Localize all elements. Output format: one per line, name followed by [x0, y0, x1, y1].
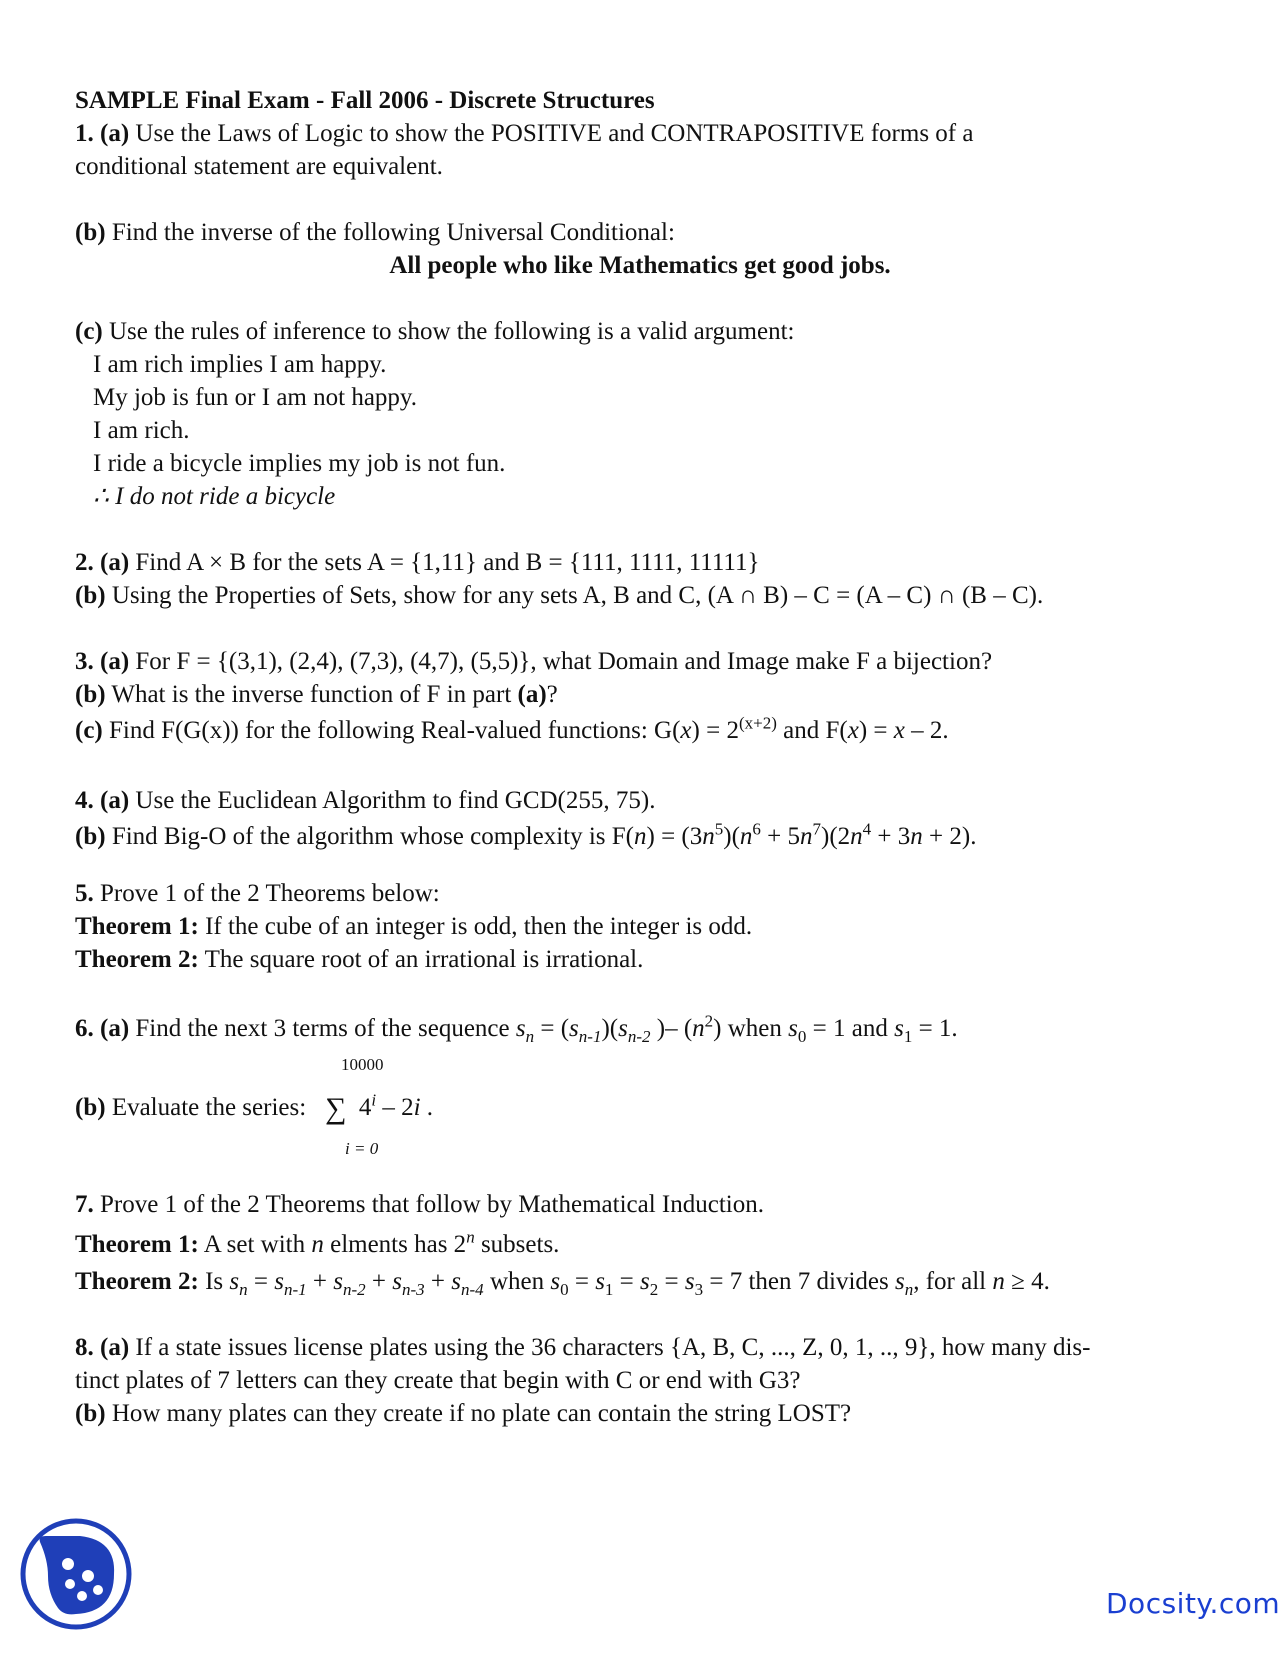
- conclusion: ∴ I do not ride a bicycle: [93, 483, 336, 510]
- premise-1: I am rich implies I am happy.: [93, 351, 387, 378]
- q1-c: (c) Use the rules of inference to show the following is a valid argument:: [75, 318, 795, 345]
- q3-c: (c) Find F(G(x)) for the following Real-valued functions: $G(x) = 2^{(x+2)}$ and F(x) = x – 2.: [75, 713, 949, 744]
- q4-a: 4. (a) Use the Euclidean Algorithm to find GCD(255, 75).: [75, 787, 656, 814]
- spacer: [75, 976, 1205, 1009]
- q6-b-series: [75, 1055, 1205, 1165]
- exam-document: [75, 84, 1205, 1430]
- q2-b: (b) Using the Properties of Sets, show for any sets A, B and C, (A ∩ B) – C = (A – C) ∩ (B – C).: [75, 582, 1044, 609]
- q1-b: (b) Find the inverse of the following Universal Conditional:: [75, 219, 675, 246]
- q5-theorem-2: Theorem 2: The square root of an irrational is irrational.: [75, 946, 644, 973]
- docsity-logo-icon: [18, 1516, 134, 1632]
- premise-3: I am rich.: [93, 417, 190, 444]
- q8-b: (b) How many plates can they create if no plate can contain the string LOST?: [75, 1400, 852, 1427]
- spacer: [75, 751, 1205, 784]
- q6-a: 6. (a) Find the next 3 terms of the sequence $s_n = (s_{n-1})(s_{n-2}$ )– $(n^2)$ when $s_0 = 1$ and $s_1 = 1$.: [75, 1011, 958, 1046]
- q4-b: (b) Find Big-O of the algorithm whose complexity is $F(n) = (3n^5)(n^6 + 5n^7)(2n^4 + 3n + 2)$.: [75, 819, 977, 850]
- exam-title: SAMPLE Final Exam - Fall 2006 - Discrete Structures: [75, 87, 655, 114]
- q3-a: 3. (a) For F = {(3,1), (2,4), (7,3), (4,7), (5,5)}, what Domain and Image make F a bijection?: [75, 648, 993, 675]
- q3-b: (b) What is the inverse function of F in part (a)?: [75, 681, 558, 708]
- sum-upper-limit: 10000: [341, 1055, 384, 1074]
- sum-lower-limit: i = 0: [345, 1139, 379, 1158]
- spacer: [75, 513, 1205, 546]
- spacer: [75, 1298, 1205, 1331]
- q8-a: 8. (a) If a state issues license plates using the 36 characters {A, B, C, ..., Z, 0, 1, .., 9}, how many dis-: [75, 1334, 1091, 1361]
- q8-a-cont: tinct plates of 7 letters can they create that begin with C or end with G3?: [75, 1367, 801, 1394]
- premise-2: My job is fun or I am not happy.: [93, 384, 418, 411]
- q1-a: 1. (a) Use the Laws of Logic to show the POSITIVE and CONTRAPOSITIVE forms of a: [75, 120, 974, 147]
- spacer: [75, 282, 1205, 315]
- q5-prompt: 5. Prove 1 of the 2 Theorems below:: [75, 880, 440, 907]
- sigma-symbol: ∑: [324, 1092, 347, 1125]
- q2-a: 2. (a) Find A × B for the sets A = {1,11} and B = {111, 1111, 11111}: [75, 549, 760, 576]
- q1-b-statement: All people who like Mathematics get good jobs.: [389, 252, 891, 279]
- q7-theorem-2: Theorem 2: Is $s_n = s_{n-1} + s_{n-2} + s_{n-3} + s_{n-4}$ when $s_0 = s_1 = s_2 = s_3 = 7$ then 7 divides $s_n$, for all n ≥ 4.: [75, 1268, 1050, 1299]
- spacer: [75, 612, 1205, 645]
- q7-theorem-1: Theorem 1: A set with n elments has 2$^n$ subsets.: [75, 1227, 560, 1258]
- spacer: [75, 183, 1205, 216]
- q7-prompt: 7. Prove 1 of the 2 Theorems that follow by Mathematical Induction.: [75, 1191, 764, 1218]
- spacer: [75, 1165, 1205, 1185]
- q1-a-cont: conditional statement are equivalent.: [75, 153, 443, 180]
- premise-4: I ride a bicycle implies my job is not fun.: [93, 450, 506, 477]
- docsity-brand[interactable]: Docsity.com: [1106, 1587, 1280, 1620]
- q6-b: (b) Evaluate the series: ∑ 4$^i$ – 2i .: [75, 1090, 434, 1125]
- q5-theorem-1: Theorem 1: If the cube of an integer is odd, then the integer is odd.: [75, 913, 753, 940]
- spacer: [75, 857, 1205, 877]
